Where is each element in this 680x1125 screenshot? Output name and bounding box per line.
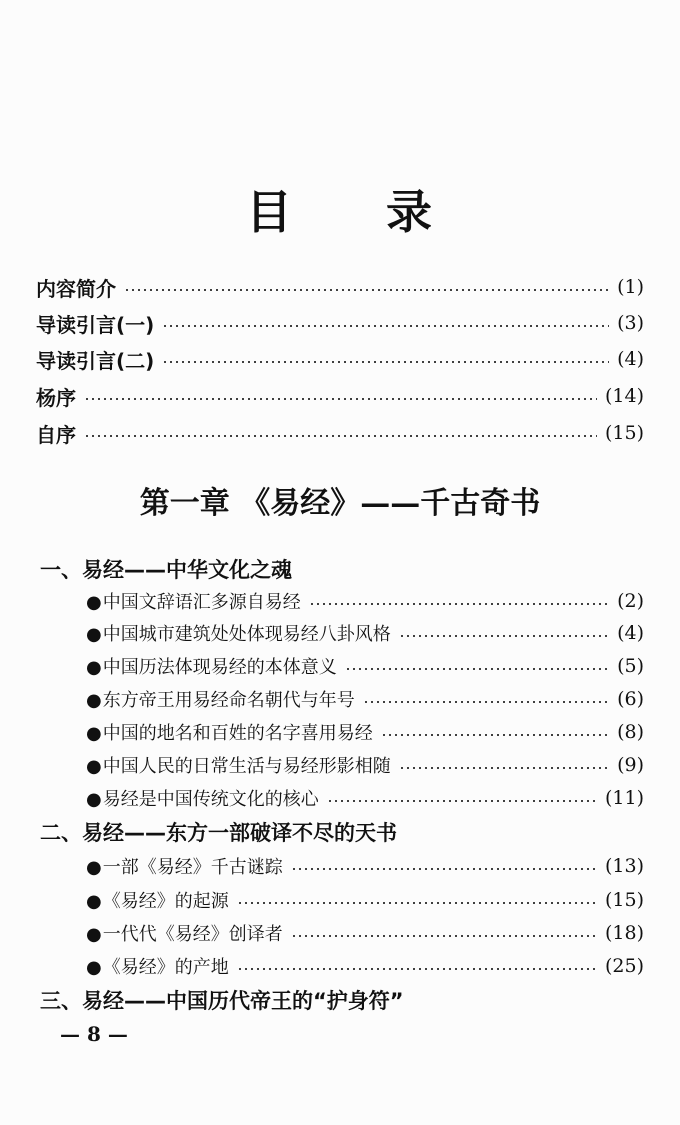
toc-subentry-label: 《易经》的起源 [102,891,229,912]
dot-leader [84,435,597,437]
dot-leader [399,767,609,769]
bullet-icon: ● [86,756,102,777]
toc-subentry[interactable] [86,849,644,883]
toc-subentry-page: (2) [617,590,644,612]
toc-subentry[interactable] [86,682,644,716]
toc-entry-page: (15) [604,422,644,444]
toc-subentry-page: (5) [617,655,644,677]
toc-subentry[interactable] [86,781,644,815]
dot-leader [381,734,609,736]
toc-subentry[interactable] [86,748,644,782]
bullet-icon: ● [86,789,102,810]
dot-leader [162,361,609,363]
dot-leader [291,935,597,937]
section-heading: 一、易经——中华文化之魂 [40,558,292,582]
page-number: — 8 — [60,1022,128,1046]
bullet-icon: ● [86,592,102,613]
dot-leader [363,701,609,703]
toc-subentry-label: 易经是中国传统文化的核心 [102,789,319,810]
toc-subentry[interactable] [86,916,644,950]
toc-subentry-page: (11) [604,787,644,809]
toc-entry-label: 自序 [36,422,76,447]
toc-subentry[interactable] [86,649,644,683]
dot-leader [327,800,597,802]
toc-entry-page: (3) [617,312,644,334]
bullet-icon: ● [86,657,102,678]
toc-subentry-label: 中国人民的日常生活与易经形影相随 [102,756,391,777]
page-title-part1: 目 [246,185,294,239]
bullet-icon: ● [86,957,102,978]
toc-subentry[interactable] [86,584,644,618]
dot-leader [237,968,597,970]
dot-leader [309,603,609,605]
toc-entry[interactable] [36,416,644,450]
toc-subentry-label: 中国的地名和百姓的名字喜用易经 [102,723,373,744]
bullet-icon: ● [86,857,102,878]
dot-leader [162,325,609,327]
toc-subentry[interactable] [86,949,644,983]
toc-entry-label: 导读引言(二) [36,348,155,373]
section-heading: 三、易经——中国历代帝王的“护身符” [40,989,404,1013]
page-title-part2: 录 [386,185,434,239]
toc-subentry-page: (9) [617,754,644,776]
bullet-icon: ● [86,891,102,912]
toc-entry-page: (14) [604,385,644,407]
toc-subentry-page: (18) [604,922,644,944]
section-heading: 二、易经——东方一部破译不尽的天书 [40,821,397,845]
page-title [0,176,680,242]
toc-subentry-label: 《易经》的产地 [102,957,229,978]
toc-subentry-page: (6) [617,688,644,710]
bullet-icon: ● [86,690,102,711]
toc-subentry-page: (4) [617,622,644,644]
toc-entry[interactable] [36,379,644,413]
toc-subentry[interactable] [86,883,644,917]
toc-entry-page: (4) [617,348,644,370]
toc-subentry-label: 中国城市建筑处处体现易经八卦风格 [102,624,391,645]
toc-entry-label: 杨序 [36,385,76,410]
dot-leader [124,289,609,291]
dot-leader [291,868,597,870]
toc-subentry-page: (13) [604,855,644,877]
toc-entry-label: 内容简介 [36,276,116,301]
toc-entry[interactable] [36,270,644,304]
dot-leader [399,635,609,637]
toc-subentry[interactable] [86,715,644,749]
bullet-icon: ● [86,723,102,744]
toc-entry[interactable] [36,306,644,340]
toc-subentry-label: 中国历法体现易经的本体意义 [102,657,337,678]
toc-subentry-label: 中国文辞语汇多源自易经 [102,592,301,613]
bullet-icon: ● [86,624,102,645]
toc-subentry[interactable] [86,616,644,650]
toc-subentry-label: 一代代《易经》创译者 [102,924,283,945]
toc-subentry-label: 东方帝王用易经命名朝代与年号 [102,690,355,711]
toc-subentry-page: (15) [604,889,644,911]
toc-entry-label: 导读引言(一) [36,312,155,337]
toc-subentry-page: (8) [617,721,644,743]
toc-entry-page: (1) [617,276,644,298]
toc-subentry-page: (25) [604,955,644,977]
toc-subentry-label: 一部《易经》千古谜踪 [102,857,283,878]
dot-leader [84,398,597,400]
dot-leader [237,902,597,904]
chapter-title: 第一章 《易经》——千古奇书 [139,486,541,521]
toc-entry[interactable] [36,342,644,376]
dot-leader [345,668,609,670]
bullet-icon: ● [86,924,102,945]
